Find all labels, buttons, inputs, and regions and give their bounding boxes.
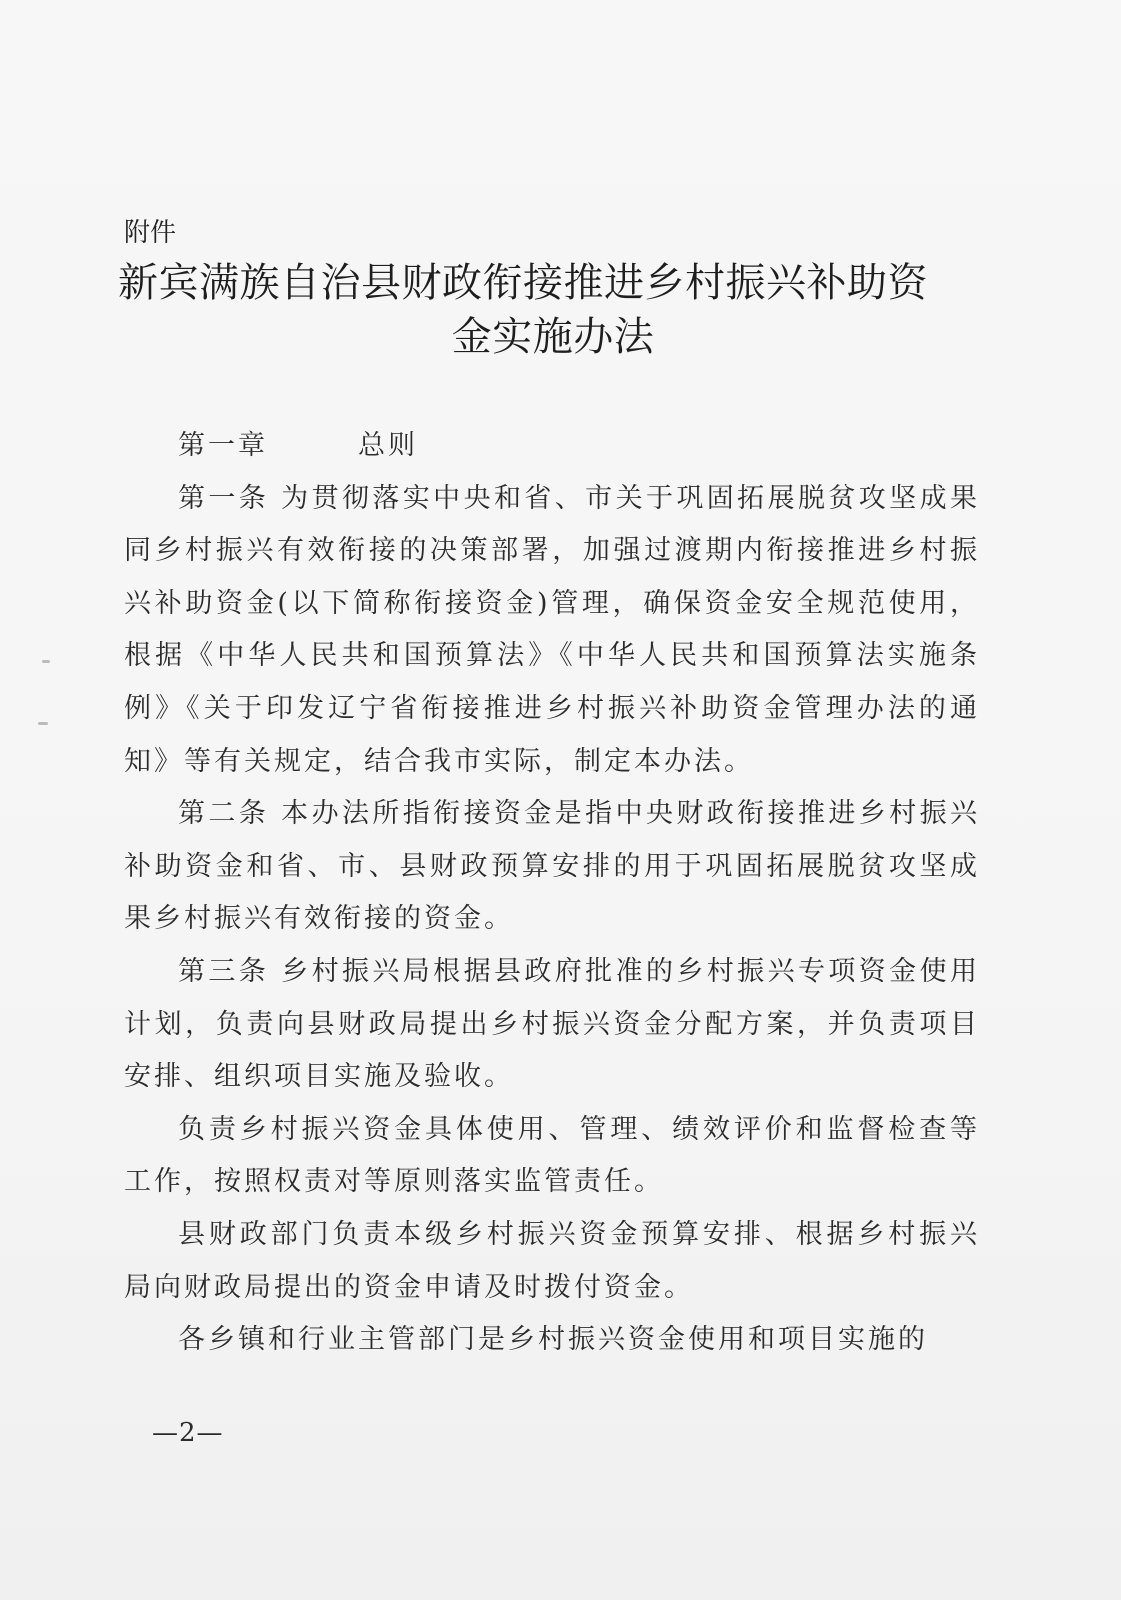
page-number: —2—: [152, 1418, 224, 1448]
article-2-paragraph: 第二条 本办法所指衔接资金是指中央财政衔接推进乡村振兴补助资金和省、市、县财政预算安排的用于巩固拓展脱贫攻坚成果乡村振兴有效衔接的资金。: [124, 798, 980, 935]
document-title-line-1: 新宾满族自治县财政衔接推进乡村振兴补助资: [118, 260, 928, 306]
attachment-label: 附件: [124, 218, 177, 248]
article-3-paragraph: 第三条 乡村振兴局根据县政府批准的乡村振兴专项资金使用计划，负责向县财政局提出乡村振兴资金分配方案，并负责项目安排、组织项目实施及验收。: [124, 955, 980, 1093]
scan-artifact: [42, 660, 50, 663]
article-3-paragraph-4: 各乡镇和行业主管部门是乡村振兴资金使用和项目实施的: [178, 1324, 928, 1356]
article-3-paragraph-3: 县财政部门负责本级乡村振兴资金预算安排、根据乡村振兴局向财政局提出的资金申请及时拨付资金。: [124, 1218, 980, 1303]
article-1-paragraph: 第一条 为贯彻落实中央和省、市关于巩固拓展脱贫攻坚成果同乡村振兴有效衔接的决策部署，加强过渡期内衔接推进乡村振兴补助资金(以下简称衔接资金)管理，确保资金安全规范使用，根据《中华人民共和国预算法》《中华人民共和国预算法实施条例》《关于印发辽宁省衔接推进乡村振兴补助资金管理办法的通知》等有关规定，结合我市实际，制定本办法。: [124, 482, 980, 777]
chapter-title: 总则: [358, 430, 418, 461]
document-title-line-2: 金实施办法: [451, 314, 655, 360]
chapter-heading: [124, 420, 980, 473]
chapter-number: 第一章: [178, 430, 268, 461]
scan-artifact: [38, 722, 48, 725]
document-title: [118, 256, 968, 364]
article-3-paragraph-2: 负责乡村振兴资金具体使用、管理、绩效评价和监督检查等工作，按照权责对等原则落实监管责任。: [124, 1113, 980, 1198]
document-body: [124, 420, 980, 1367]
